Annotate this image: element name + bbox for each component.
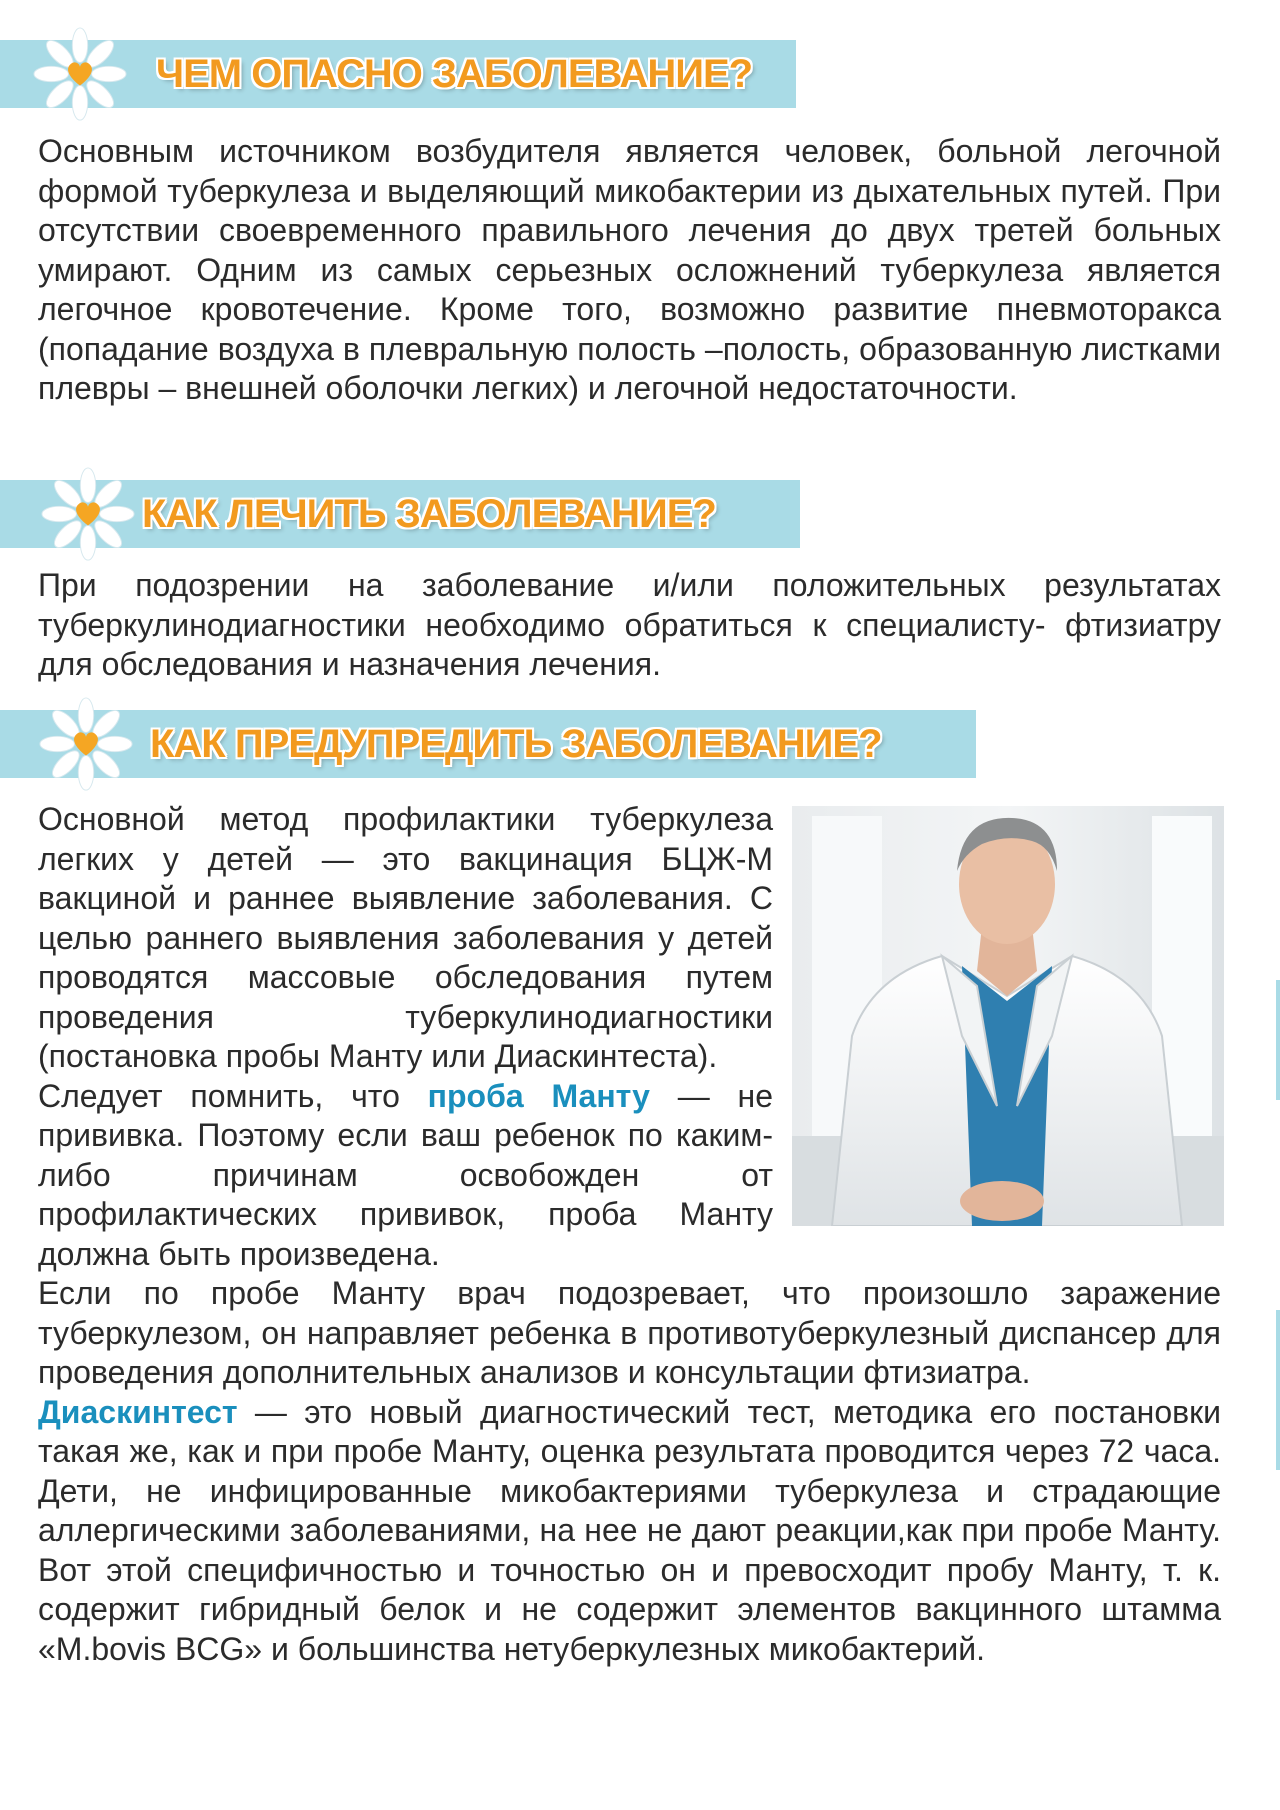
daisy-icon [40, 466, 136, 562]
section-text [38, 800, 1221, 1669]
daisy-icon [38, 696, 134, 792]
highlight-diaskintest: Диаскинтест [38, 1393, 238, 1430]
page-edge-accent [1276, 1310, 1280, 1470]
highlight-mantoux: проба Манту [427, 1077, 650, 1114]
prevention-paragraph-4 [38, 1393, 1221, 1670]
section-text: При подозрении на заболевание и/или положительных результатах туберкулинодиагностики необходимо обратиться к специалисту- фтизиатру для обследования и назначения лечения. [38, 567, 1221, 682]
section-text: Основным источником возбудителя является человек, больной легочной формой туберкулеза и выделяющий микобактерии из дыхательных путей. При отсутствии своевременного правильного лечения до двух третей больных умирают. Одним из самых серьезных осложнений туберкулеза является легочное кровотечение. Кроме того, возможно развитие пневмоторакса (попадание воздуха в плевральную полость –полость, образованную листками плевры – внешней оболочки легких) и легочной недостаточности. [38, 133, 1221, 406]
paragraph-text: Следует помнить, что [38, 1077, 428, 1114]
prevention-paragraph-3: Если по пробе Манту врач подозревает, что произошло заражение туберкулезом, он направляет ребенка в противотуберкулезный диспансер для проведения дополнительных анализов и консультации фтизиатра. [38, 1275, 1221, 1390]
section-title: ЧЕМ ОПАСНО ЗАБОЛЕВАНИЕ? [156, 52, 753, 96]
section-header-treatment [0, 480, 800, 548]
section-header-danger [0, 40, 796, 108]
paragraph-text: — не прививка. Поэтому если ваш ребенок по каким-либо причинам освобожден от профилактических прививок, проба Манту должна быть произведена. [38, 1077, 773, 1272]
prevention-paragraph-1: Основной метод профилактики туберкулеза легких у детей — это вакцинация БЦЖ-М вакциной и раннее выявление заболевания. С целью раннего выявления заболевания у детей проводятся массовые обследования путем проведения туберкулинодиагностики (постановка пробы Манту или Диаскинтеста). [38, 801, 773, 1074]
section-title: КАК ЛЕЧИТЬ ЗАБОЛЕВАНИЕ? [142, 492, 716, 536]
page-edge-accent [1276, 980, 1280, 1100]
photo-float-spacer [773, 800, 1221, 1220]
daisy-icon [32, 26, 128, 122]
section-title: КАК ПРЕДУПРЕДИТЬ ЗАБОЛЕВАНИЕ? [150, 722, 882, 766]
paragraph-text: — это новый диагностический тест, методика его постановки такая же, как и при пробе Манту, оценка результата проводится через 72 часа. Дети, не инфицированные микобактериями туберкулеза и страдающие аллергическими заболеваниями, на нее не дают реакции,как при пробе Манту. Вот этой специфичностью и точностью он и превосходит пробу Манту, т. к. содержит гибридный белок и не содержит элементов вакцинного штамма «M.bovis BCG» и большинства нетуберкулезных микобактерий. [38, 1393, 1221, 1667]
section-header-prevention [0, 710, 976, 778]
